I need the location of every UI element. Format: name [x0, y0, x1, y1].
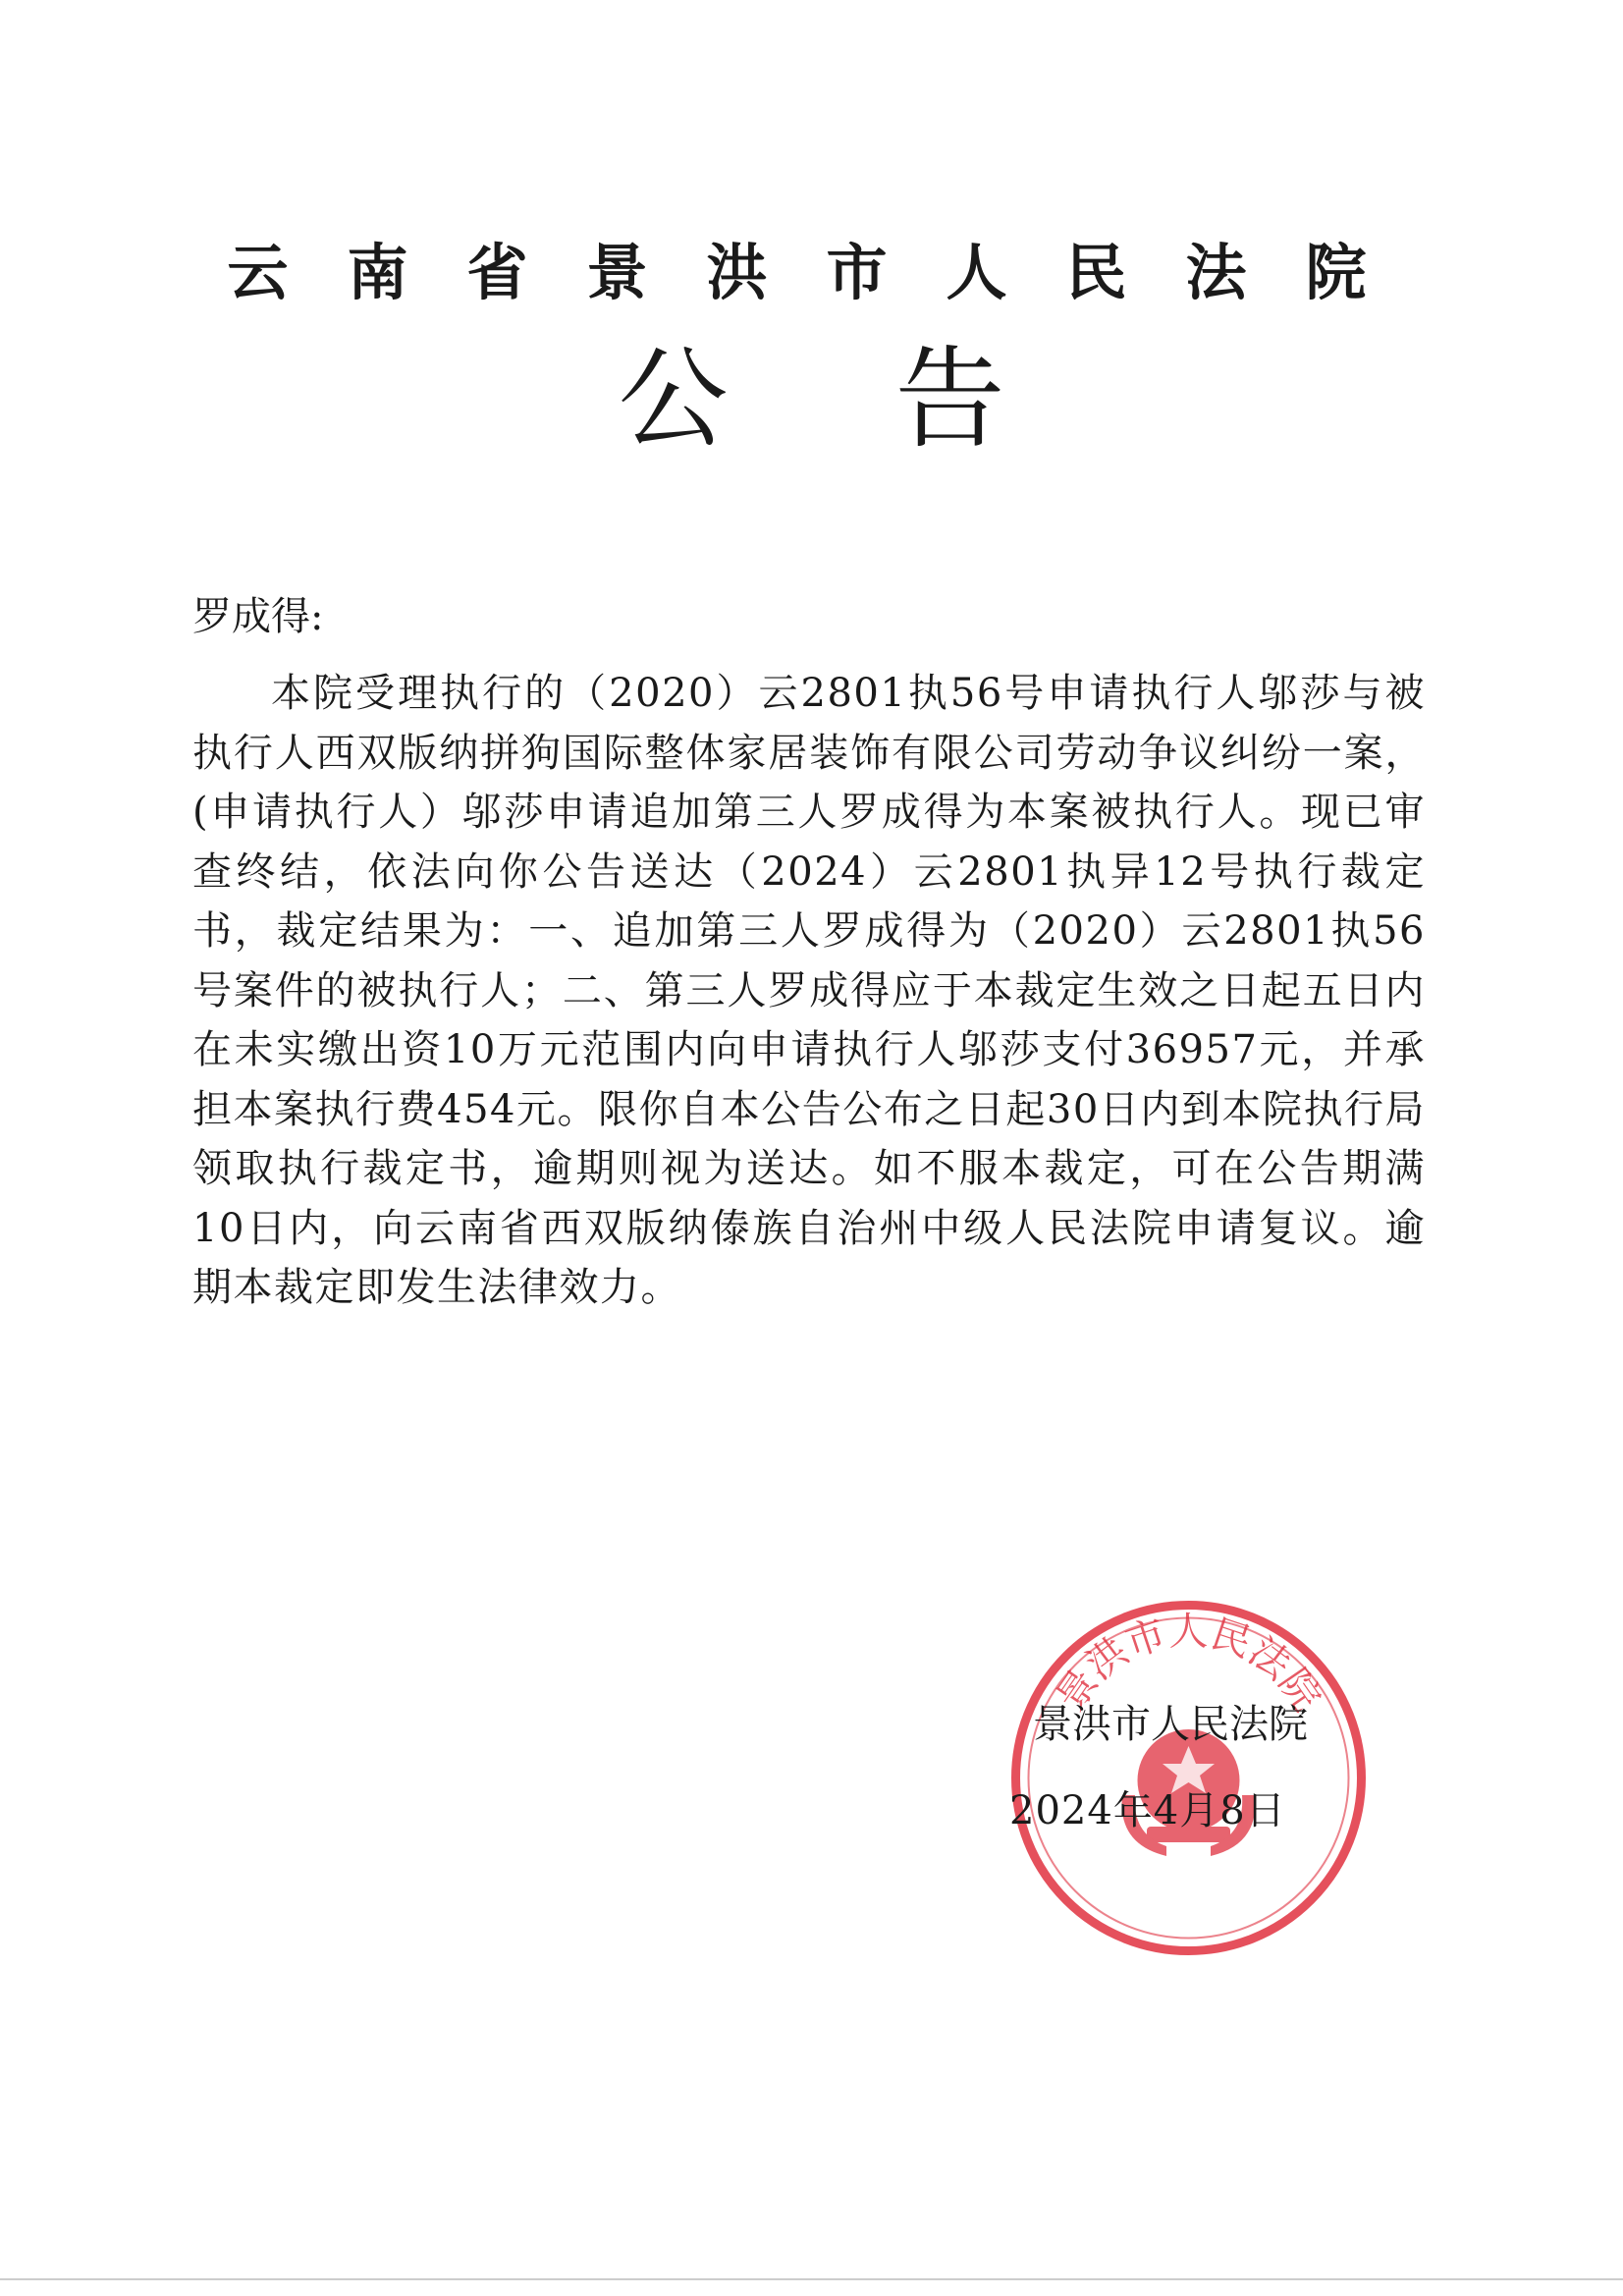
addressee: 罗成得:: [192, 594, 324, 639]
notice-body: 本院受理执行的（2020）云2801执56号申请执行人邬莎与被执行人西双版纳拼狗国际整体家居装饰有限公司劳动争议纠纷一案，(申请执行人）邬莎申请追加第三人罗成得为本案被执行人。现已审查终结，依法向你公告送达（2024）云2801执异12号执行裁定书，裁定结果为：一、追加第三人罗成得为（2020）云2801执56号案件的被执行人；二、第三人罗成得应于本裁定生效之日起五日内在未实缴出资10万元范围内向申请执行人邬莎支付36957元，并承担本案执行费454元。限你自本公告公布之日起30日内到本院执行局领取执行裁定书，逾期则视为送达。如不服本裁定，可在公告期满10日内，向云南省西双版纳傣族自治州中级人民法院申请复议。逾期本裁定即发生法律效力。: [192, 671, 1426, 1310]
seal-arc-text: 景洪市人民法院: [1048, 1609, 1329, 1720]
signature-court: 景洪市人民法院: [1033, 1702, 1308, 1747]
document-title: 公告: [618, 336, 1172, 464]
page-bottom-rule: [0, 2278, 1623, 2280]
court-name: 云南省景洪市人民法院: [227, 237, 1426, 308]
signature-date: 2024年4月8日: [1009, 1788, 1286, 1833]
official-seal-icon: [1009, 1599, 1368, 1957]
